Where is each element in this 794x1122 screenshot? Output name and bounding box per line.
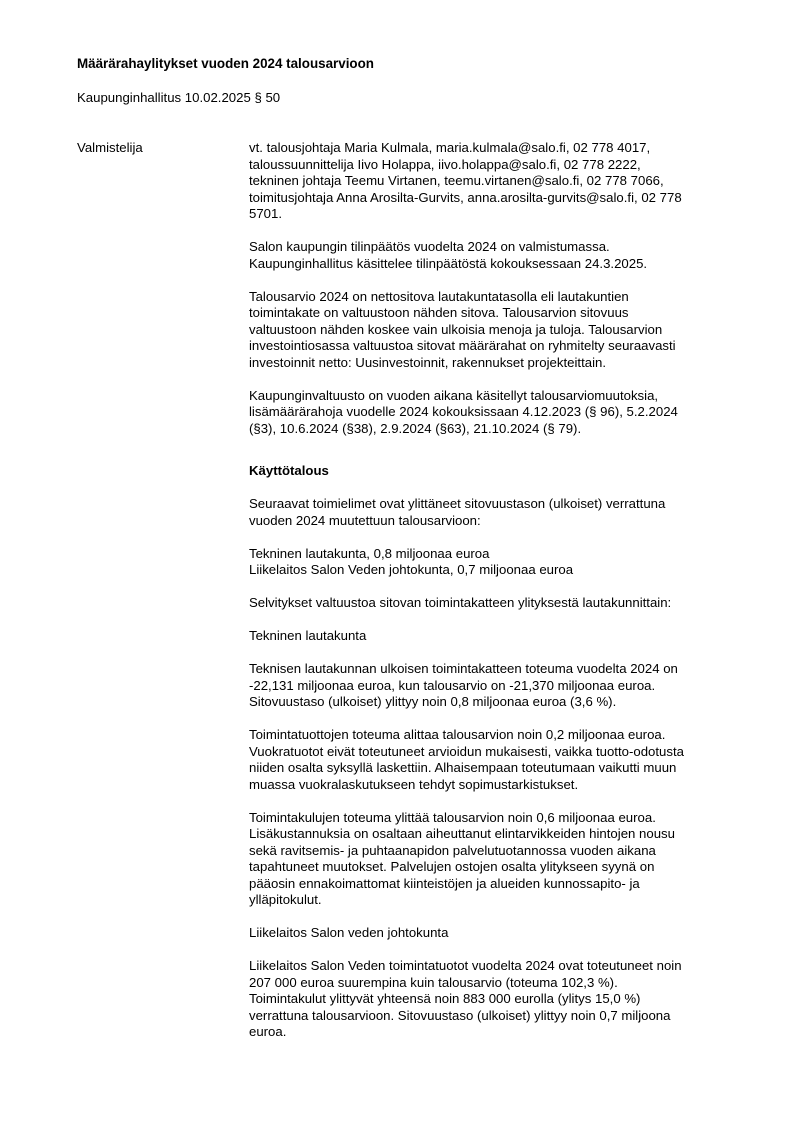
document-title: Määrärahaylitykset vuoden 2024 talousarvioon bbox=[77, 56, 374, 71]
document-body bbox=[249, 140, 749, 1041]
paragraph-salon-vesi: Liikelaitos Salon Veden toimintatuotot vuodelta 2024 ovat toteutuneet noin 207 000 euroa suurempina kuin talousarvio (toteuma 102,3 %). Toimintakulut ylittyvät yhteensä noin 883 000 eurolla (ylitys 15,0 %) verrattuna talousarvioon. Sitovuustaso (ulkoiset) ylittyy noin 0,7 miljoona euroa. bbox=[249, 958, 682, 1039]
preparer-contacts: vt. talousjohtaja Maria Kulmala, maria.kulmala@salo.fi, 02 778 4017, taloussuunnittelija Iivo Holappa, iivo.holappa@salo.fi, 02 778 2222, tekninen johtaja Teemu Virtanen, teemu.virtanen@salo.fi, 02 778 7066, toimitusjohtaja Anna Arosilta-Gurvits, anna.arosilta-gurvits@salo.fi, 02 778 5701. bbox=[249, 140, 682, 221]
paragraph-tekninen-toimintakate: Teknisen lautakunnan ulkoisen toimintakatteen toteuma vuodelta 2024 on -22,131 miljoonaa euroa, kun talousarvio on -21,370 miljoonaa euroa. Sitovuustaso (ulkoiset) ylittyy noin 0,8 miljoonaa euroa (3,6 %). bbox=[249, 661, 678, 709]
paragraph-tekninen-tuotot: Toimintatuottojen toteuma alittaa talousarvion noin 0,2 miljoonaa euroa. Vuokratuotot eivät toteutuneet arvioidun mukaisesti, vaikka tuotto-odotusta niiden osalta syksyllä laskettiin. Alhaisempaan toteutumaan vaikutti muun muassa vuokralaskutukseen tehdyt sopimustarkistukset. bbox=[249, 727, 684, 792]
paragraph-muutokset: Kaupunginvaltuusto on vuoden aikana käsitellyt talousarviomuutoksia, lisämäärärahoja vuodelle 2024 kokouksissaan 4.12.2023 (§ 96), 5.2.2024 (§3), 10.6.2024 (§38), 2.9.2024 (§63), 21.10.2024 (§ 79). bbox=[249, 387, 678, 436]
subheading-salon-vesi: Liikelaitos Salon veden johtokunta bbox=[249, 925, 449, 940]
paragraph-tilinpaatos: Salon kaupungin tilinpäätös vuodelta 2024 on valmistumassa. Kaupunginhallitus käsittelee tilinpäätöstä kokouksessaan 24.3.2025. bbox=[249, 239, 648, 271]
paragraph-tekninen-kulut: Toimintakulujen toteuma ylittää talousarvion noin 0,6 miljoonaa euroa. Lisäkustannuksia on osaltaan aiheuttanut elintarvikkeiden hintojen nousu sekä ravitsemis- ja puhtaanapidon palvelutuotannossa vuoden aikana tapahtuneet muutokset. Palvelujen ostojen osalta ylitykseen syynä on pääosin ennakoimattomat kiinteistöjen ja alueiden kunnossapito- ja ylläpitokulut. bbox=[249, 809, 675, 907]
paragraph-talousarvio: Talousarvio 2024 on nettositova lautakuntatasolla eli lautakuntien toimintakate on valtuustoon nähden sitova. Talousarvion sitovuus valtuustoon nähden koskee vain ulkoisia menoja ja tuloja. Talousarvion investointiosassa valtuustoa sitovat määrärahat on ryhmitelty seuraavasti investoinnit netto: Uusinvestoinnit, rakennukset projekteittain. bbox=[249, 288, 676, 370]
paragraph-ylittaneet: Seuraavat toimielimet ovat ylittäneet sitovuustason (ulkoiset) verrattuna vuoden 2024 muutettuun talousarvioon: bbox=[249, 496, 666, 528]
subheading-tekninen-lautakunta: Tekninen lautakunta bbox=[249, 628, 367, 643]
meeting-reference: Kaupunginhallitus 10.02.2025 § 50 bbox=[77, 90, 281, 105]
overrun-list: Tekninen lautakunta, 0,8 miljoonaa euroa Liikelaitos Salon Veden johtokunta, 0,7 miljoonaa euroa bbox=[249, 545, 574, 577]
paragraph-selvitykset: Selvitykset valtuustoa sitovan toimintakatteen ylityksestä lautakunnittain: bbox=[249, 595, 672, 610]
section-heading-kayttotalous: Käyttötalous bbox=[249, 463, 329, 478]
preparer-label: Valmistelija bbox=[77, 140, 143, 155]
